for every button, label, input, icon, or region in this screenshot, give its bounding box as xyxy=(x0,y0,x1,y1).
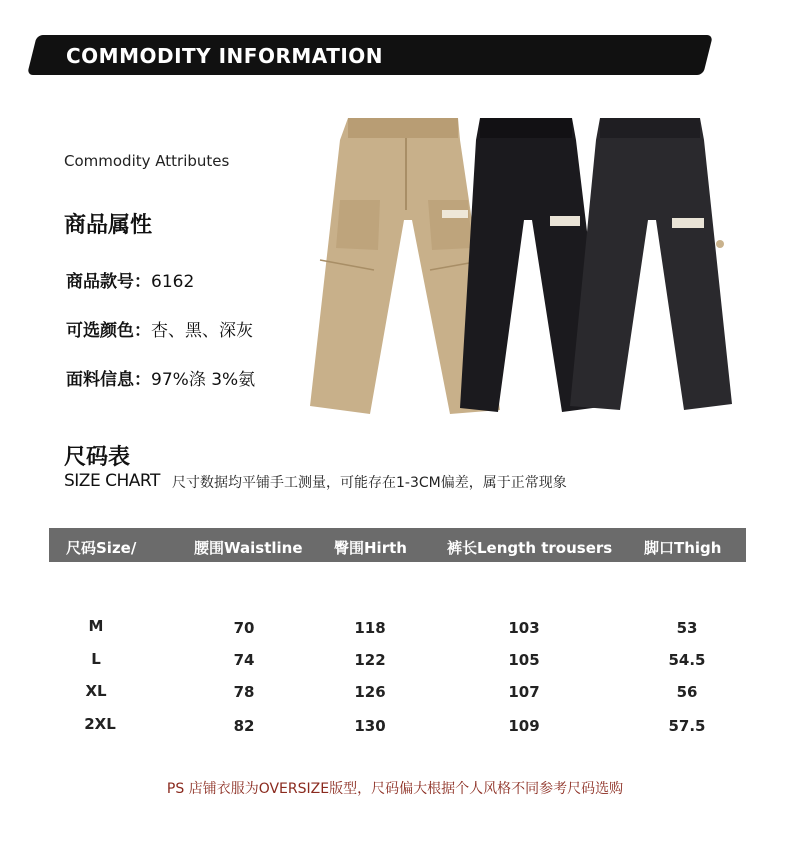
cell-hip: 118 xyxy=(354,619,386,637)
col-header-size: 尺码Size/ xyxy=(66,539,137,557)
cell-waist: 78 xyxy=(233,683,255,701)
attr-label: 商品款号： xyxy=(66,272,151,292)
product-image xyxy=(300,110,740,420)
attr-value: 杏、黑、深灰 xyxy=(151,321,253,341)
cell-thigh: 54.5 xyxy=(668,651,706,669)
cell-length: 105 xyxy=(508,651,540,669)
attributes-title-cn: 商品属性 xyxy=(64,213,153,238)
cell-hip: 126 xyxy=(354,683,386,701)
header-title: COMMODITY INFORMATION xyxy=(66,44,384,68)
col-header-hip: 臀围Hirth xyxy=(334,539,407,557)
attr-value: 97%涤 3%氨 xyxy=(151,370,256,390)
col-header-waist: 腰围Waistline xyxy=(194,539,303,557)
cell-thigh: 56 xyxy=(676,683,698,701)
cell-length: 107 xyxy=(508,683,540,701)
cell-length: 109 xyxy=(508,717,540,735)
cell-size: M xyxy=(88,617,104,635)
attr-row-colors xyxy=(66,316,253,341)
darkgrey-pants-icon xyxy=(570,118,732,410)
pants-photo-icon xyxy=(300,110,740,420)
cell-hip: 122 xyxy=(354,651,386,669)
cell-thigh: 53 xyxy=(676,619,698,637)
cell-length: 103 xyxy=(508,619,540,637)
cell-hip: 130 xyxy=(354,717,386,735)
size-chart-note: 尺寸数据均平铺手工测量，可能存在1-3CM偏差，属于正常现象 xyxy=(172,475,567,491)
cell-waist: 82 xyxy=(233,717,255,735)
attr-label: 面料信息： xyxy=(66,370,151,390)
cell-waist: 70 xyxy=(233,619,255,637)
col-header-thigh: 脚口Thigh xyxy=(644,539,722,557)
attr-value: 6162 xyxy=(151,272,195,292)
attributes-title-en: Commodity Attributes xyxy=(64,152,230,170)
cell-size: XL xyxy=(85,682,107,700)
cell-waist: 74 xyxy=(233,651,255,669)
attr-row-style-number xyxy=(66,267,194,292)
cell-size: 2XL xyxy=(84,715,116,733)
cell-thigh: 57.5 xyxy=(668,717,706,735)
attr-row-fabric xyxy=(66,365,255,390)
cell-size: L xyxy=(91,650,101,668)
attr-label: 可选颜色： xyxy=(66,321,151,341)
size-chart-title-cn: 尺码表 xyxy=(64,445,131,470)
footer-note: PS 店铺衣服为OVERSIZE版型，尺码偏大根据个人风格不同参考尺码选购 xyxy=(166,781,624,797)
size-chart-title-en: SIZE CHART xyxy=(64,471,160,491)
col-header-length: 裤长Length trousers xyxy=(447,539,613,557)
